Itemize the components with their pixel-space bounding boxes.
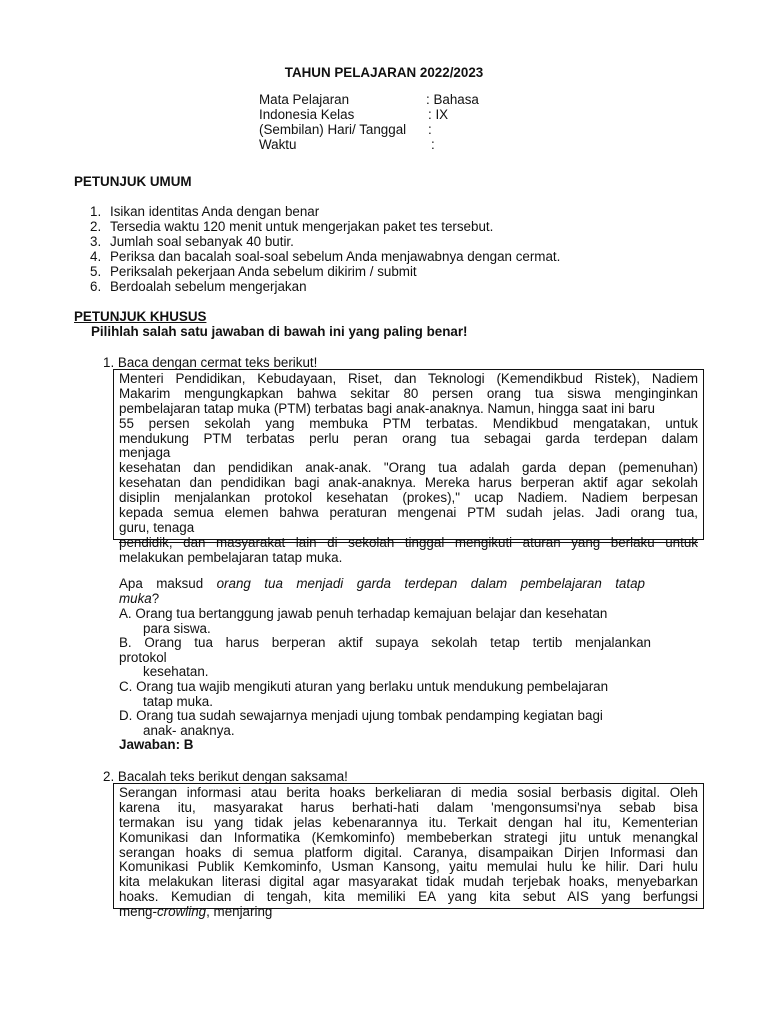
passage-prefix: meng-: [119, 904, 157, 920]
passage-line: hoaks. Kemudian di tengah, kita memiliki EA yang kita sebut AIS yang berfungsi: [119, 889, 698, 905]
passage-line: kesehatan dan pendidikan bagi anak-anaknya. Mereka harus berperan aktif agar sekolah: [119, 475, 698, 491]
list-item: [90, 219, 560, 234]
option-d-cont: anak- anaknya.: [143, 722, 235, 738]
question-1-intro: 1. Baca dengan cermat teks berikut!: [103, 355, 318, 370]
list-item: [90, 204, 560, 219]
list-number: 2.: [90, 219, 102, 234]
passage-line: Menteri Pendidikan, Kebudayaan, Riset, dan Teknologi (Kemendikbud Ristek), Nadiem: [119, 371, 698, 386]
question-line: [119, 592, 645, 607]
header-label-1: Mata Pelajaran: [259, 92, 350, 107]
passage-line: melakukan pembelajaran tatap muka.: [119, 549, 343, 565]
header-value-3: :: [428, 122, 432, 137]
list-number: 4.: [90, 249, 102, 264]
list-text: Isikan identitas Anda dengan benar: [110, 204, 320, 219]
header-label-3: (Sembilan) Hari/ Tanggal: [259, 122, 407, 137]
list-text: Periksalah pekerjaan Anda sebelum dikirim / submit: [110, 264, 417, 279]
passage-line: Serangan informasi atau berita hoaks berkeliaran di media sosial berbasis digital. Oleh: [119, 785, 698, 800]
passage-line: menjaga: [119, 445, 171, 461]
passage-line: Makarim mengungkapkan bahwa sekitar 80 persen orang tua siswa menginginkan: [119, 385, 698, 401]
list-item: [90, 249, 560, 264]
list-text: Jumlah soal sebanyak 40 butir.: [110, 234, 294, 249]
passage-line: serangan hoaks di semua platform digital. Caranya, disampaikan Dirjen Informasi dan: [119, 844, 698, 860]
list-text: Tersedia waktu 120 menit untuk mengerjakan paket tes tersebut.: [110, 219, 494, 234]
question-2-passage: [119, 786, 698, 920]
exam-year-title: TAHUN PELAJARAN 2022/2023: [284, 65, 484, 80]
header-label-2: Indonesia Kelas: [259, 107, 355, 122]
passage-line: termakan isu yang tidak jelas kebenarannya itu. Terkait dengan hal itu, Kementerian: [119, 814, 698, 830]
question-suffix: ?: [151, 590, 160, 606]
option-c[interactable]: C. Orang tua wajib mengikuti aturan yang berlaku untuk mendukung pembelajaran: [119, 678, 609, 694]
question-emphasis: muka: [119, 590, 152, 606]
passage-line: 55 persen sekolah yang membuka PTM terbatas. Mendikbud mengatakan, untuk: [119, 415, 698, 431]
list-number: 3.: [90, 234, 102, 249]
specific-instructions-heading: PETUNJUK KHUSUS: [74, 309, 207, 324]
option-a[interactable]: A. Orang tua bertanggung jawab penuh terhadap kemajuan belajar dan kesehatan: [119, 606, 608, 621]
passage-line: kesehatan dan pendidikan anak-anak. "Orang tua adalah garda depan (pemenuhan): [119, 460, 698, 476]
list-item: [90, 264, 560, 279]
header-value-4: :: [431, 137, 435, 152]
specific-instruction-text: Pilihlah salah satu jawaban di bawah ini yang paling benar!: [91, 324, 468, 339]
list-item: [90, 234, 560, 249]
list-number: 6.: [90, 279, 102, 294]
question-1-options: [119, 607, 651, 753]
passage-line: Komunikasi dan Informatika (Kemkominfo) membeberkan strategi jitu untuk menangkal: [119, 829, 698, 845]
question-prefix: Apa maksud: [119, 576, 217, 591]
question-line: [119, 577, 645, 592]
question-1-text: [119, 577, 645, 606]
general-instructions-list: [90, 204, 560, 294]
passage-suffix: , menjaring: [206, 904, 273, 920]
passage-line: guru, tenaga: [119, 519, 195, 535]
passage-line: [119, 905, 698, 920]
passage-line: pembelajaran tatap muka (PTM) terbatas bagi anak-anaknya. Namun, hingga saat ini baru: [119, 400, 655, 416]
list-text: Berdoalah sebelum mengerjakan: [110, 279, 307, 294]
passage-line: karena itu, masyarakat harus berhati-hati dalam 'mengonsumsi'nya sebab bisa: [119, 799, 698, 815]
option-b-cont: protokol: [119, 649, 167, 665]
list-text: Periksa dan bacalah soal-soal sebelum Anda menjawabnya dengan cermat.: [110, 249, 561, 264]
option-a-cont: para siswa.: [143, 620, 211, 636]
passage-line: mendukung PTM terbatas perlu peran orang tua sebagai garda terdepan dalam: [119, 430, 698, 446]
list-number: 1.: [90, 204, 102, 219]
question-2-intro: 2. Bacalah teks berikut dengan saksama!: [103, 769, 348, 784]
passage-line: kita melakukan literasi digital agar masyarakat tidak mudah terjebak hoaks, menyebarkan: [119, 874, 698, 890]
general-instructions-heading: PETUNJUK UMUM: [74, 174, 192, 189]
header-label-4: Waktu: [259, 137, 297, 152]
header-value-2: : IX: [428, 107, 449, 122]
passage-emphasis: crowling: [156, 904, 207, 920]
option-c-cont: tatap muka.: [143, 693, 213, 709]
passage-line: kepada semua elemen bahwa peraturan mengenai PTM sudah jelas. Jadi orang tua,: [119, 505, 698, 521]
list-item: [90, 279, 560, 294]
question-1-passage: [119, 372, 698, 566]
answer-key: Jawaban: B: [119, 737, 194, 753]
passage-line: disiplin menjalankan protokol kesehatan (prokes)," ucap Nadiem. Nadiem berpesan: [119, 490, 698, 506]
header-value-1: : Bahasa: [426, 92, 479, 107]
option-d[interactable]: D. Orang tua sudah sewajarnya menjadi ujung tombak pendamping kegiatan bagi: [119, 708, 603, 724]
option-b-cont: kesehatan.: [143, 664, 209, 680]
passage-line: Komunikasi Publik Kemkominfo, Usman Kansong, yaitu memulai hulu ke hilir. Dari hulu: [119, 859, 698, 875]
question-emphasis: orang tua menjadi garda terdepan dalam pembelajaran tatap: [216, 576, 645, 591]
list-number: 5.: [90, 264, 102, 279]
passage-line: pendidik, dan masyarakat lain di sekolah tinggal mengikuti aturan yang berlaku untuk: [119, 534, 698, 550]
option-b[interactable]: B. Orang tua harus berperan aktif supaya sekolah tetap tertib menjalankan: [119, 635, 651, 651]
